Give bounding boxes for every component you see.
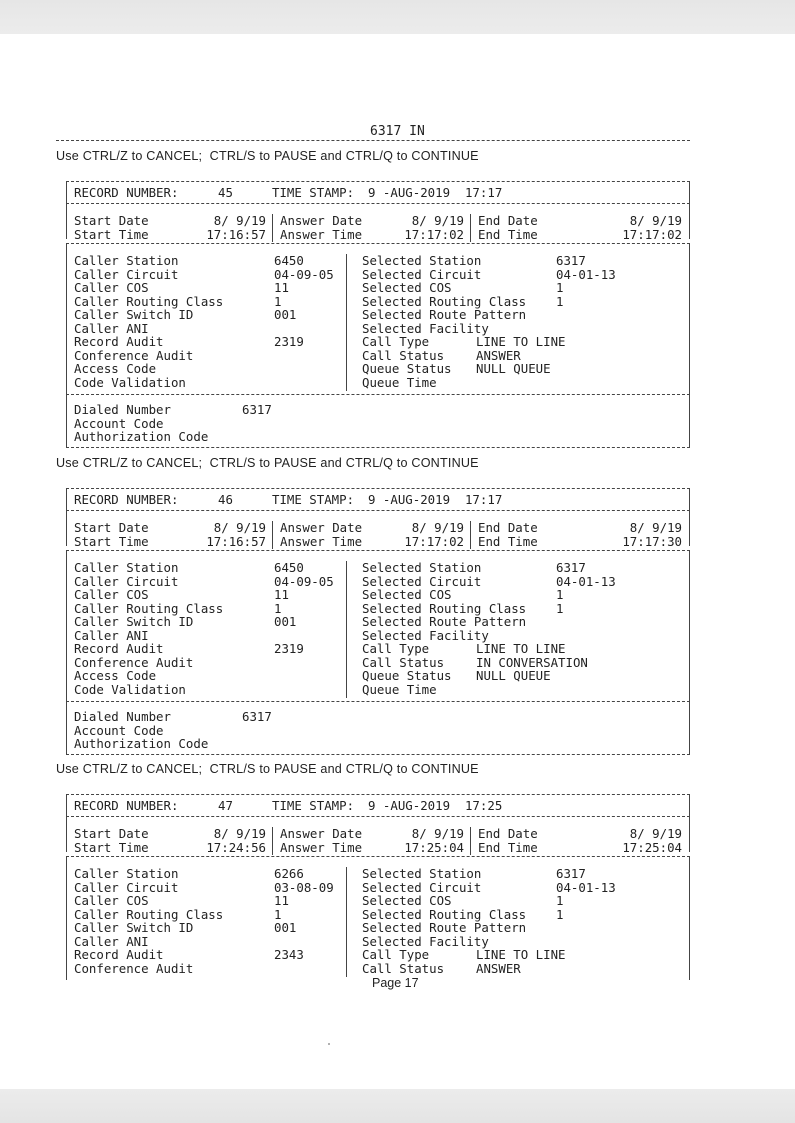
column-divider xyxy=(272,521,273,549)
record-number-value: 46 xyxy=(218,492,233,507)
caller-cos-label: Caller COS xyxy=(74,587,149,602)
selected-route-pattern-label: Selected Route Pattern xyxy=(362,614,527,629)
selected-facility-label: Selected Facility xyxy=(362,933,489,949)
column-divider xyxy=(470,521,471,549)
selected-route-pattern-label: Selected Route Pattern xyxy=(362,307,527,322)
page-number: Page 17 xyxy=(372,976,419,990)
time-stamp-label: TIME STAMP: xyxy=(272,798,355,813)
caller-cos-label: Caller COS xyxy=(74,280,149,295)
caller-cos-label: Caller COS xyxy=(74,893,149,908)
end-time-value: 17:17:02 xyxy=(622,226,682,242)
caller-routing-class-label: Caller Routing Class xyxy=(74,293,224,309)
answer-time-label: Answer Time xyxy=(280,839,363,855)
scan-border-top xyxy=(0,0,795,34)
column-divider xyxy=(470,827,471,855)
start-date-label: Start Date xyxy=(74,826,149,841)
selected-circuit-label: Selected Circuit xyxy=(362,879,482,895)
selected-routing-class-label: Selected Routing Class xyxy=(362,600,527,616)
header-rule xyxy=(56,140,690,141)
caller-circuit-label: Caller Circuit xyxy=(74,573,179,589)
dialed-number-value: 6317 xyxy=(242,709,272,724)
record-audit-value: 2343 xyxy=(274,947,304,962)
start-date-value: 8/ 9/19 xyxy=(213,826,266,841)
queue-status-value: NULL QUEUE xyxy=(476,668,551,683)
selected-circuit-value: 04-01-13 xyxy=(556,879,616,895)
start-date-value: 8/ 9/19 xyxy=(213,213,266,228)
call-status-label: Call Status xyxy=(362,960,445,976)
caller-station-label: Caller Station xyxy=(74,253,179,268)
column-divider xyxy=(272,827,273,855)
caller-switch-id-label: Caller Switch ID xyxy=(74,920,194,935)
call-status-value: ANSWER xyxy=(476,347,521,363)
queue-status-label: Queue Status xyxy=(362,668,452,683)
record-number-label: RECORD NUMBER: xyxy=(74,185,179,200)
conference-audit-label: Conference Audit xyxy=(74,347,194,363)
selected-cos-value: 1 xyxy=(556,893,564,908)
call-status-value: ANSWER xyxy=(476,960,521,976)
selected-circuit-label: Selected Circuit xyxy=(362,573,482,589)
selected-circuit-label: Selected Circuit xyxy=(362,266,482,282)
dialed-number-label: Dialed Number xyxy=(74,709,171,724)
selected-routing-class-value: 1 xyxy=(556,600,564,616)
caller-switch-id-label: Caller Switch ID xyxy=(74,614,194,629)
selected-routing-class-value: 1 xyxy=(556,293,564,309)
selected-facility-label: Selected Facility xyxy=(362,627,489,643)
caller-routing-class-value: 1 xyxy=(274,906,282,922)
call-status-label: Call Status xyxy=(362,654,445,670)
selected-cos-value: 1 xyxy=(556,587,564,602)
code-validation-label: Code Validation xyxy=(74,681,186,697)
call-type-value: LINE TO LINE xyxy=(476,641,566,656)
caller-switch-id-label: Caller Switch ID xyxy=(74,307,194,322)
caller-station-label: Caller Station xyxy=(74,866,179,881)
end-date-label: End Date xyxy=(478,826,538,841)
selected-station-label: Selected Station xyxy=(362,560,482,575)
record-audit-value: 2319 xyxy=(274,641,304,656)
end-date-value: 8/ 9/19 xyxy=(629,826,682,841)
start-date-label: Start Date xyxy=(74,213,149,228)
time-stamp-value: 9 -AUG-2019 17:25 xyxy=(368,798,503,813)
selected-cos-label: Selected COS xyxy=(362,587,452,602)
end-time-value: 17:25:04 xyxy=(622,839,682,855)
answer-date-value: 8/ 9/19 xyxy=(411,520,464,535)
selected-cos-value: 1 xyxy=(556,280,564,295)
record-audit-label: Record Audit xyxy=(74,947,164,962)
dates-frame xyxy=(66,203,690,239)
start-time-label: Start Time xyxy=(74,533,149,549)
call-status-value: IN CONVERSATION xyxy=(476,654,588,670)
answer-date-label: Answer Date xyxy=(280,826,363,841)
answer-date-label: Answer Date xyxy=(280,213,363,228)
caller-switch-id-value: 001 xyxy=(274,920,297,935)
end-time-value: 17:17:30 xyxy=(622,533,682,549)
record-bottom-rule xyxy=(66,447,690,448)
caller-station-value: 6450 xyxy=(274,560,304,575)
caller-routing-class-value: 1 xyxy=(274,600,282,616)
ctrl-message: Use CTRL/Z to CANCEL; CTRL/S to PAUSE and CTRL/Q to CONTINUE xyxy=(56,149,479,163)
conference-audit-label: Conference Audit xyxy=(74,960,194,976)
call-type-label: Call Type xyxy=(362,641,430,656)
caller-circuit-label: Caller Circuit xyxy=(74,266,179,282)
call-record xyxy=(66,488,690,751)
authorization-code-label: Authorization Code xyxy=(74,429,209,444)
conference-audit-label: Conference Audit xyxy=(74,654,194,670)
answer-time-label: Answer Time xyxy=(280,226,363,242)
call-type-label: Call Type xyxy=(362,947,430,962)
end-date-label: End Date xyxy=(478,520,538,535)
caller-circuit-value: 03-08-09 xyxy=(274,879,334,895)
selected-routing-class-label: Selected Routing Class xyxy=(362,906,527,922)
selected-station-label: Selected Station xyxy=(362,253,482,268)
caller-ani-label: Caller ANI xyxy=(74,627,149,643)
caller-routing-class-label: Caller Routing Class xyxy=(74,906,224,922)
column-divider xyxy=(470,214,471,242)
end-date-value: 8/ 9/19 xyxy=(629,520,682,535)
record-audit-value: 2319 xyxy=(274,334,304,349)
ctrl-message: Use CTRL/Z to CANCEL; CTRL/S to PAUSE and CTRL/Q to CONTINUE xyxy=(56,762,479,776)
queue-time-label: Queue Time xyxy=(362,681,437,697)
answer-date-value: 8/ 9/19 xyxy=(411,826,464,841)
selected-circuit-value: 04-01-13 xyxy=(556,573,616,589)
answer-time-value: 17:17:02 xyxy=(404,533,464,549)
caller-circuit-label: Caller Circuit xyxy=(74,879,179,895)
queue-status-label: Queue Status xyxy=(362,361,452,376)
end-date-value: 8/ 9/19 xyxy=(629,213,682,228)
call-record xyxy=(66,181,690,444)
call-type-value: LINE TO LINE xyxy=(476,947,566,962)
answer-time-label: Answer Time xyxy=(280,533,363,549)
selected-cos-label: Selected COS xyxy=(362,280,452,295)
end-time-label: End Time xyxy=(478,839,538,855)
start-time-value: 17:16:57 xyxy=(206,533,266,549)
column-divider xyxy=(272,214,273,242)
caller-switch-id-value: 001 xyxy=(274,614,297,629)
dialed-number-value: 6317 xyxy=(242,402,272,417)
caller-ani-label: Caller ANI xyxy=(74,320,149,336)
end-time-label: End Time xyxy=(478,226,538,242)
record-number-label: RECORD NUMBER: xyxy=(74,798,179,813)
selected-routing-class-value: 1 xyxy=(556,906,564,922)
dialed-number-label: Dialed Number xyxy=(74,402,171,417)
start-time-label: Start Time xyxy=(74,839,149,855)
dates-frame xyxy=(66,816,690,852)
column-divider xyxy=(346,254,347,391)
time-stamp-label: TIME STAMP: xyxy=(272,492,355,507)
call-status-label: Call Status xyxy=(362,347,445,363)
caller-ani-label: Caller ANI xyxy=(74,933,149,949)
access-code-label: Access Code xyxy=(74,668,157,683)
answer-date-value: 8/ 9/19 xyxy=(411,213,464,228)
start-time-value: 17:24:56 xyxy=(206,839,266,855)
caller-station-value: 6450 xyxy=(274,253,304,268)
selected-station-value: 6317 xyxy=(556,560,586,575)
call-type-label: Call Type xyxy=(362,334,430,349)
code-validation-label: Code Validation xyxy=(74,374,186,390)
selected-cos-label: Selected COS xyxy=(362,893,452,908)
ctrl-message: Use CTRL/Z to CANCEL; CTRL/S to PAUSE and CTRL/Q to CONTINUE xyxy=(56,456,479,470)
record-audit-label: Record Audit xyxy=(74,334,164,349)
answer-date-label: Answer Date xyxy=(280,520,363,535)
end-time-label: End Time xyxy=(478,533,538,549)
selected-station-value: 6317 xyxy=(556,253,586,268)
start-date-label: Start Date xyxy=(74,520,149,535)
end-date-label: End Date xyxy=(478,213,538,228)
caller-cos-value: 11 xyxy=(274,587,289,602)
record-number-value: 45 xyxy=(218,185,233,200)
dates-frame xyxy=(66,510,690,546)
caller-routing-class-value: 1 xyxy=(274,293,282,309)
scan-speck xyxy=(328,1043,330,1045)
caller-circuit-value: 04-09-05 xyxy=(274,573,334,589)
call-record xyxy=(66,794,690,984)
time-stamp-value: 9 -AUG-2019 17:17 xyxy=(368,185,503,200)
time-stamp-label: TIME STAMP: xyxy=(272,185,355,200)
column-divider xyxy=(346,867,347,977)
caller-routing-class-label: Caller Routing Class xyxy=(74,600,224,616)
selected-station-label: Selected Station xyxy=(362,866,482,881)
caller-switch-id-value: 001 xyxy=(274,307,297,322)
time-stamp-value: 9 -AUG-2019 17:17 xyxy=(368,492,503,507)
call-type-value: LINE TO LINE xyxy=(476,334,566,349)
selected-circuit-value: 04-01-13 xyxy=(556,266,616,282)
record-number-value: 47 xyxy=(218,798,233,813)
selected-route-pattern-label: Selected Route Pattern xyxy=(362,920,527,935)
authorization-code-label: Authorization Code xyxy=(74,736,209,751)
caller-station-value: 6266 xyxy=(274,866,304,881)
queue-status-value: NULL QUEUE xyxy=(476,361,551,376)
record-audit-label: Record Audit xyxy=(74,641,164,656)
start-time-label: Start Time xyxy=(74,226,149,242)
caller-station-label: Caller Station xyxy=(74,560,179,575)
selected-facility-label: Selected Facility xyxy=(362,320,489,336)
queue-time-label: Queue Time xyxy=(362,374,437,390)
record-bottom-rule xyxy=(66,754,690,755)
account-code-label: Account Code xyxy=(74,415,164,431)
page-title: 6317 IN xyxy=(370,124,425,139)
caller-circuit-value: 04-09-05 xyxy=(274,266,334,282)
start-date-value: 8/ 9/19 xyxy=(213,520,266,535)
column-divider xyxy=(346,561,347,698)
selected-station-value: 6317 xyxy=(556,866,586,881)
caller-cos-value: 11 xyxy=(274,893,289,908)
access-code-label: Access Code xyxy=(74,361,157,376)
record-number-label: RECORD NUMBER: xyxy=(74,492,179,507)
account-code-label: Account Code xyxy=(74,722,164,738)
answer-time-value: 17:17:02 xyxy=(404,226,464,242)
scan-border-bottom xyxy=(0,1089,795,1123)
start-time-value: 17:16:57 xyxy=(206,226,266,242)
caller-cos-value: 11 xyxy=(274,280,289,295)
selected-routing-class-label: Selected Routing Class xyxy=(362,293,527,309)
answer-time-value: 17:25:04 xyxy=(404,839,464,855)
